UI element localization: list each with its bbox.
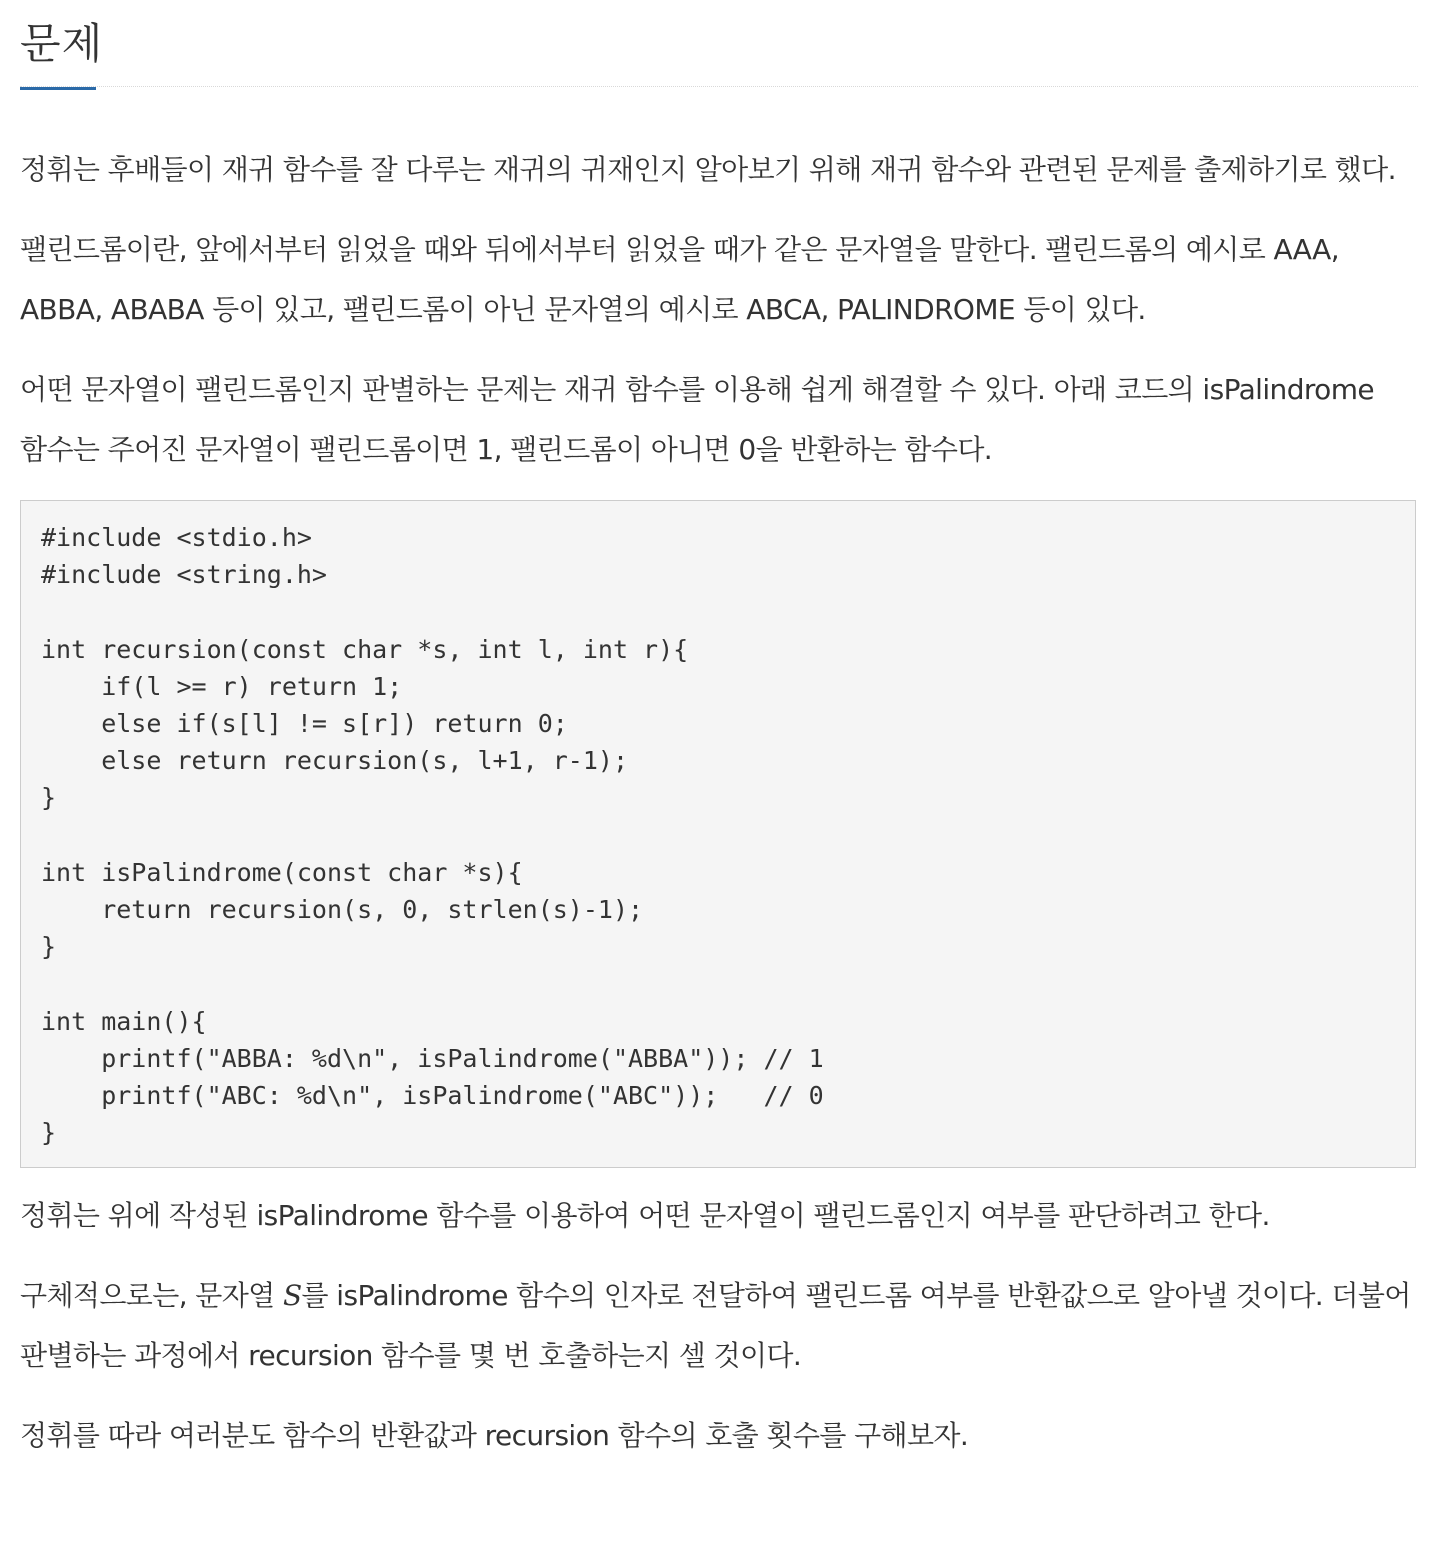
detail-text-after-variable: 를 isPalindrome 함수의 인자로 전달하여 팰린드롬 여부를 반환값으로 알아낼 것이다. 더불어 판별하는 과정에서 recursion 함수를 몇 번 호출하는지 셀 것이다. <box>20 1279 1411 1373</box>
palindrome-definition-paragraph: 팰린드롬이란, 앞에서부터 읽었을 때와 뒤에서부터 읽었을 때가 같은 문자열을 말한다. 팰린드롬의 예시로 AAA, ABBA, ABABA 등이 있고, 팰린드롬이 아닌 문자열의 예시로 ABCA, PALINDROME 등이 있다. <box>20 233 1339 326</box>
usage-paragraph: 정휘는 위에 작성된 isPalindrome 함수를 이용하여 어떤 문자열이 팰린드롬인지 여부를 판단하려고 한다. <box>20 1199 1270 1233</box>
code-intro-paragraph: 어떤 문자열이 팰린드롬인지 판별하는 문제는 재귀 함수를 이용해 쉽게 해결할 수 있다. 아래 코드의 isPalindrome 함수는 주어진 문자열이 팰린드롬이면 1, 팰린드롬이 아니면 0을 반환하는 함수다. <box>20 373 1374 466</box>
section-title: 문제 <box>20 19 104 68</box>
problem-section <box>20 0 1418 1466</box>
code-listing: #include <stdio.h> #include <string.h> int recursion(const char *s, int l, int r){ if(l >= r) return 1; else if(s[l] != s[r]) return 0; else return recursion(s, l+1, r-1); } int isPalindrome(const char *s){ return recursion(s, 0, strlen(s)-1); } int main(){ printf("ABBA: %d\n", isPalindrome("ABBA")); // 1 printf("ABC: %d\n", isPalindrome("ABC")); // 0 } <box>41 523 824 1148</box>
detail-paragraph <box>20 1266 1418 1386</box>
section-header <box>20 0 1418 92</box>
detail-text-before-variable: 구체적으로는, 문자열 <box>20 1279 283 1313</box>
string-variable-s: S <box>282 1279 302 1313</box>
title-dotted-divider <box>20 86 1418 87</box>
intro-paragraph: 정휘는 후배들이 재귀 함수를 잘 다루는 재귀의 귀재인지 알아보기 위해 재귀 함수와 관련된 문제를 출제하기로 했다. <box>20 153 1396 186</box>
code-block <box>20 500 1416 1168</box>
closing-paragraph: 정휘를 따라 여러분도 함수의 반환값과 recursion 함수의 호출 횟수를 구해보자. <box>20 1419 969 1453</box>
title-accent-underline <box>20 87 96 90</box>
